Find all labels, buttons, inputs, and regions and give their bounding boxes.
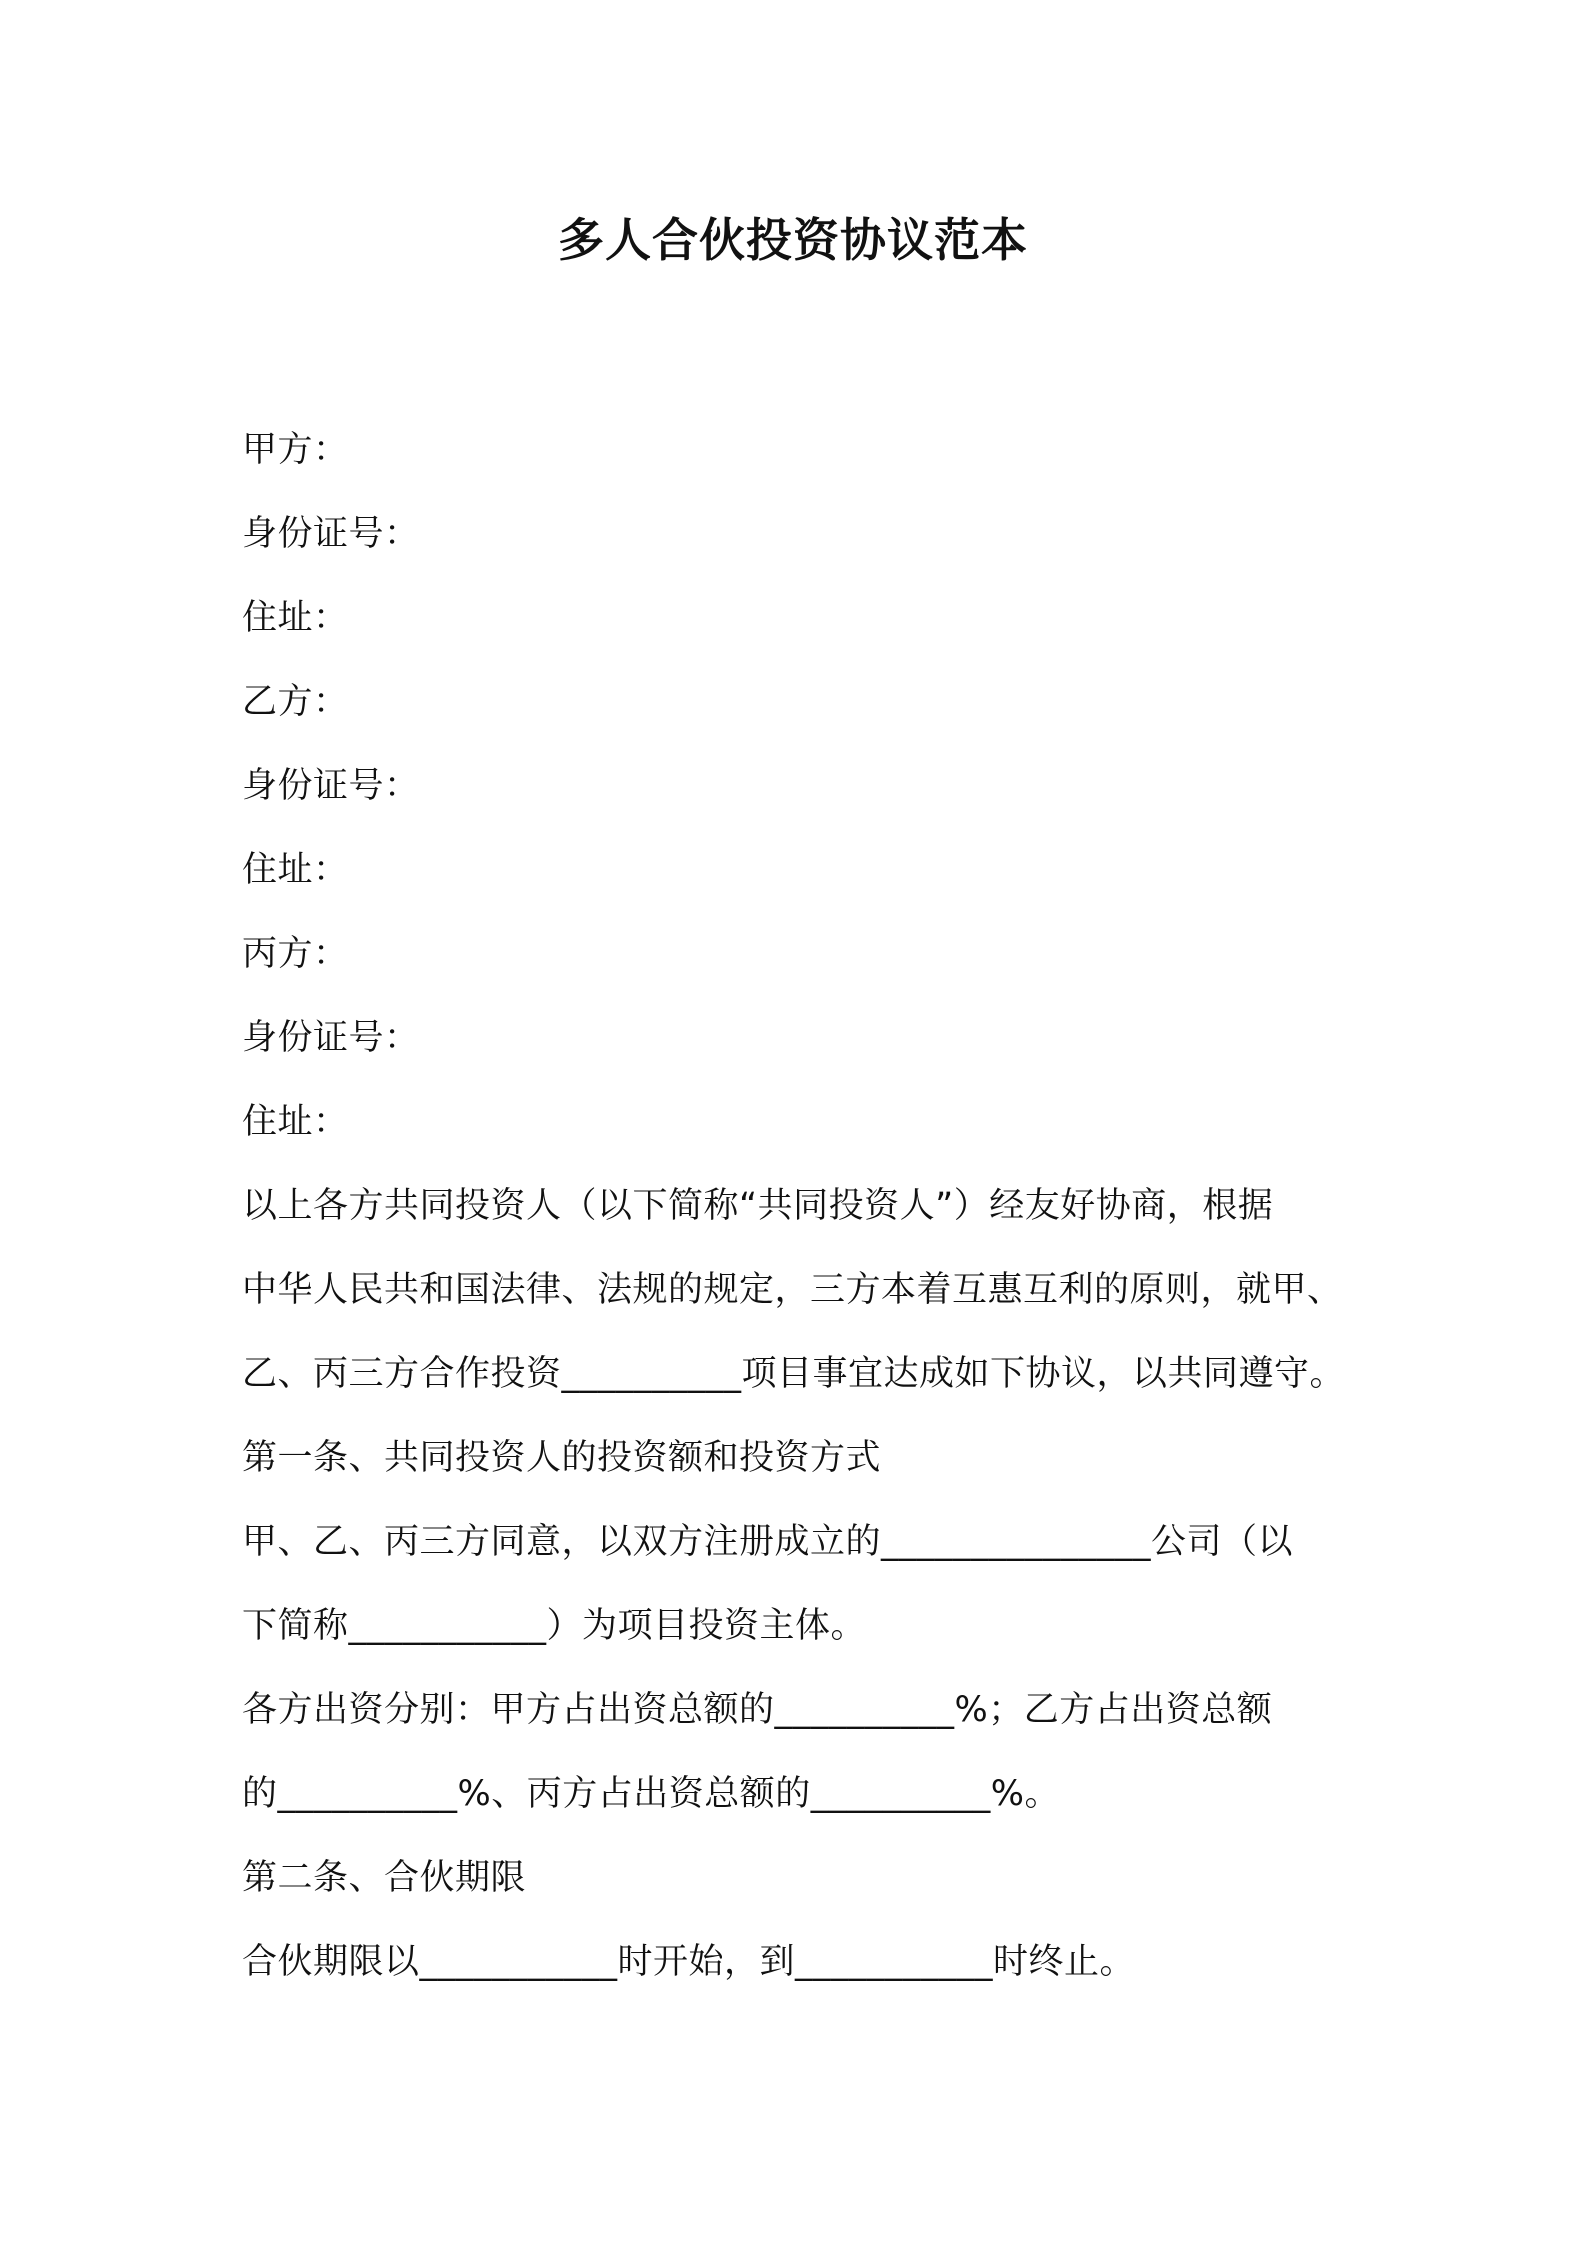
document-title: 多人合伙投资协议范本	[558, 213, 1028, 267]
party-c-id-line: 身份证号：	[242, 1018, 420, 1058]
article-2-heading: 第二条、合伙期限	[242, 1858, 527, 1898]
party-c-name-line: 丙方：	[242, 934, 349, 974]
party-c-address-line: 住址：	[242, 1102, 349, 1142]
party-a-address-line: 住址：	[242, 598, 349, 638]
article-1-text-line-2: 下简称___________）为项目投资主体。	[242, 1606, 867, 1646]
preamble-line-1: 以上各方共同投资人（以下简称“共同投资人”）经友好协商，根据	[242, 1186, 1274, 1226]
party-a-name-line: 甲方：	[242, 430, 349, 470]
party-a-id-line: 身份证号：	[242, 514, 420, 554]
document-body	[242, 408, 1362, 2004]
party-b-id-line: 身份证号：	[242, 766, 420, 806]
party-b-address-line: 住址：	[242, 850, 349, 890]
preamble-line-2: 中华人民共和国法律、法规的规定，三方本着互惠互利的原则，就甲、	[242, 1270, 1343, 1310]
party-b-name-line: 乙方：	[242, 682, 349, 722]
article-1-contribution-line-2: 的__________%、丙方占出资总额的__________%。	[242, 1774, 1061, 1814]
article-2-term-line: 合伙期限以___________时开始，到___________时终止。	[242, 1942, 1136, 1982]
article-1-contribution-line-1: 各方出资分别：甲方占出资总额的__________%；乙方占出资总额	[242, 1690, 1273, 1730]
article-1-heading: 第一条、共同投资人的投资额和投资方式	[242, 1438, 882, 1478]
preamble-line-3: 乙、丙三方合作投资__________项目事宜达成如下协议，以共同遵守。	[242, 1354, 1346, 1394]
article-1-text-line-1: 甲、乙、丙三方同意，以双方注册成立的_______________公司（以	[242, 1522, 1294, 1562]
